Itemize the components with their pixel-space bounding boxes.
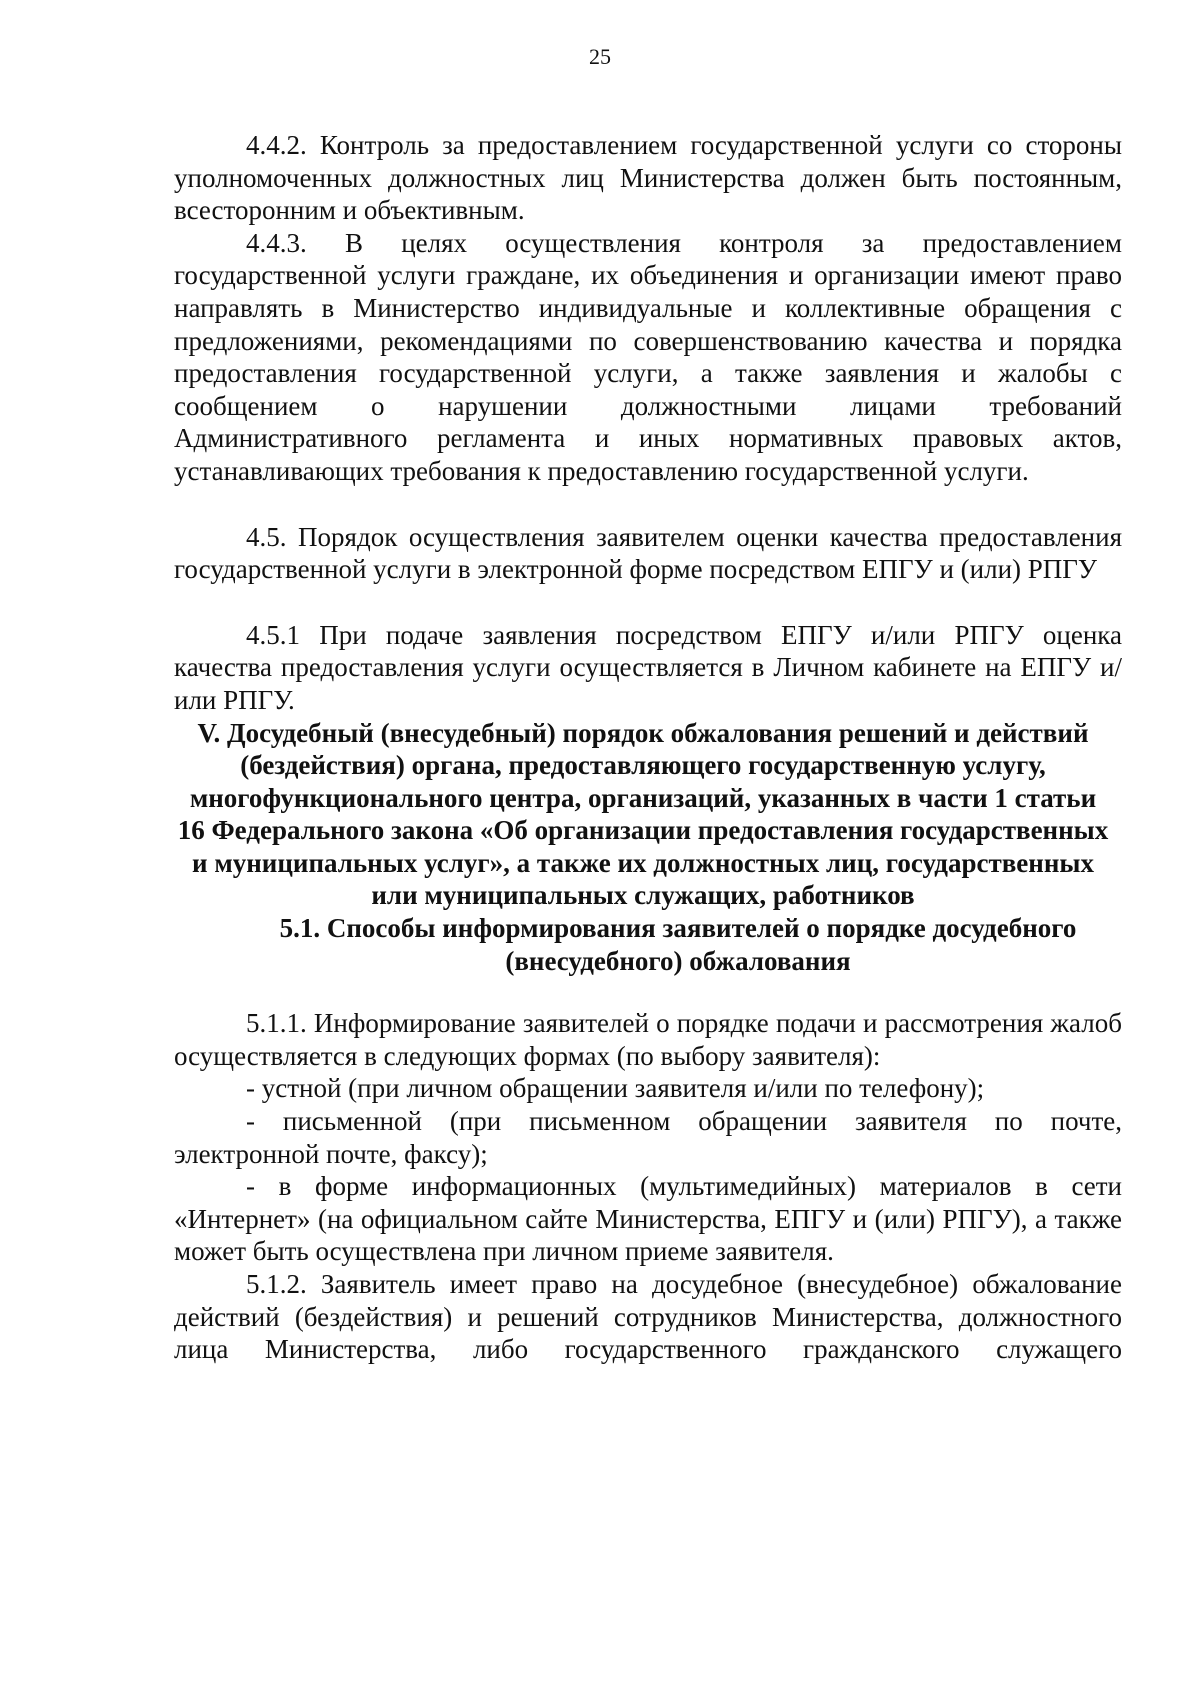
- list-item-oral: - устной (при личном обращении заявителя и/или по телефону);: [246, 1073, 985, 1104]
- paragraph-4-5-1: 4.5.1 При подаче заявления посредством ЕПГУ и/или РПГУ оценка качества предоставления услуги осуществляется в Личном кабинете на ЕПГУ и/или РПГУ.: [174, 619, 1122, 715]
- paragraph-5-1-1: 5.1.1. Информирование заявителей о порядке подачи и рассмотрения жалоб осуществляется в следующих формах (по выбору заявителя):: [174, 1008, 1122, 1071]
- list-item-written: - письменной (при письменном обращении заявителя по почте, электронной почте, факсу);: [174, 1106, 1122, 1169]
- document-body: [174, 129, 1122, 1366]
- section-5-1-heading: 5.1. Способы информирования заявителей о порядке досудебного (внесудебного) обжалования: [279, 913, 1077, 976]
- paragraph-4-4-2: 4.4.2. Контроль за предоставлением государственной услуги со стороны уполномоченных должностных лиц Министерства должен быть постоянным, всесторонним и объективным.: [174, 130, 1122, 226]
- section-5-heading: V. Досудебный (внесудебный) порядок обжалования решений и действий (бездействия) органа, предоставляющего государственную услугу, многофункционального центра, организаций, указанных в части 1 статьи 16 Федерального закона «Об организации предоставления государственных и муниципальных услуг», а также их должностных лиц, государственных или муниципальных служащих, работников: [177, 717, 1109, 911]
- paragraph-5-1-2: 5.1.2. Заявитель имеет право на досудебное (внесудебное) обжалование действий (бездействия) и решений сотрудников Министерства, должностного лица Министерства, либо государственного гражданского служащего: [174, 1269, 1122, 1365]
- list-item-internet: - в форме информационных (мультимедийных) материалов в сети «Интернет» (на официальном сайте Министерства, ЕПГУ и (или) РПГУ), а также может быть осуществлена при личном приеме заявителя.: [174, 1171, 1122, 1267]
- page-number: 25: [589, 44, 611, 69]
- paragraph-4-4-3: 4.4.3. В целях осуществления контроля за предоставлением государственной услуги граждане, их объединения и организации имеют право направлять в Министерство индивидуальные и коллективные обращения с предложениями, рекомендациями по совершенствованию качества и порядка предоставления государственной услуги, а также заявления и жалобы с сообщением о нарушении должностными лицами требований Административного регламента и иных нормативных правовых актов, устанавливающих требования к предоставлению государственной услуги.: [174, 227, 1122, 486]
- paragraph-4-5: 4.5. Порядок осуществления заявителем оценки качества предоставления государственной услуги в электронной форме посредством ЕПГУ и (или) РПГУ: [174, 521, 1122, 585]
